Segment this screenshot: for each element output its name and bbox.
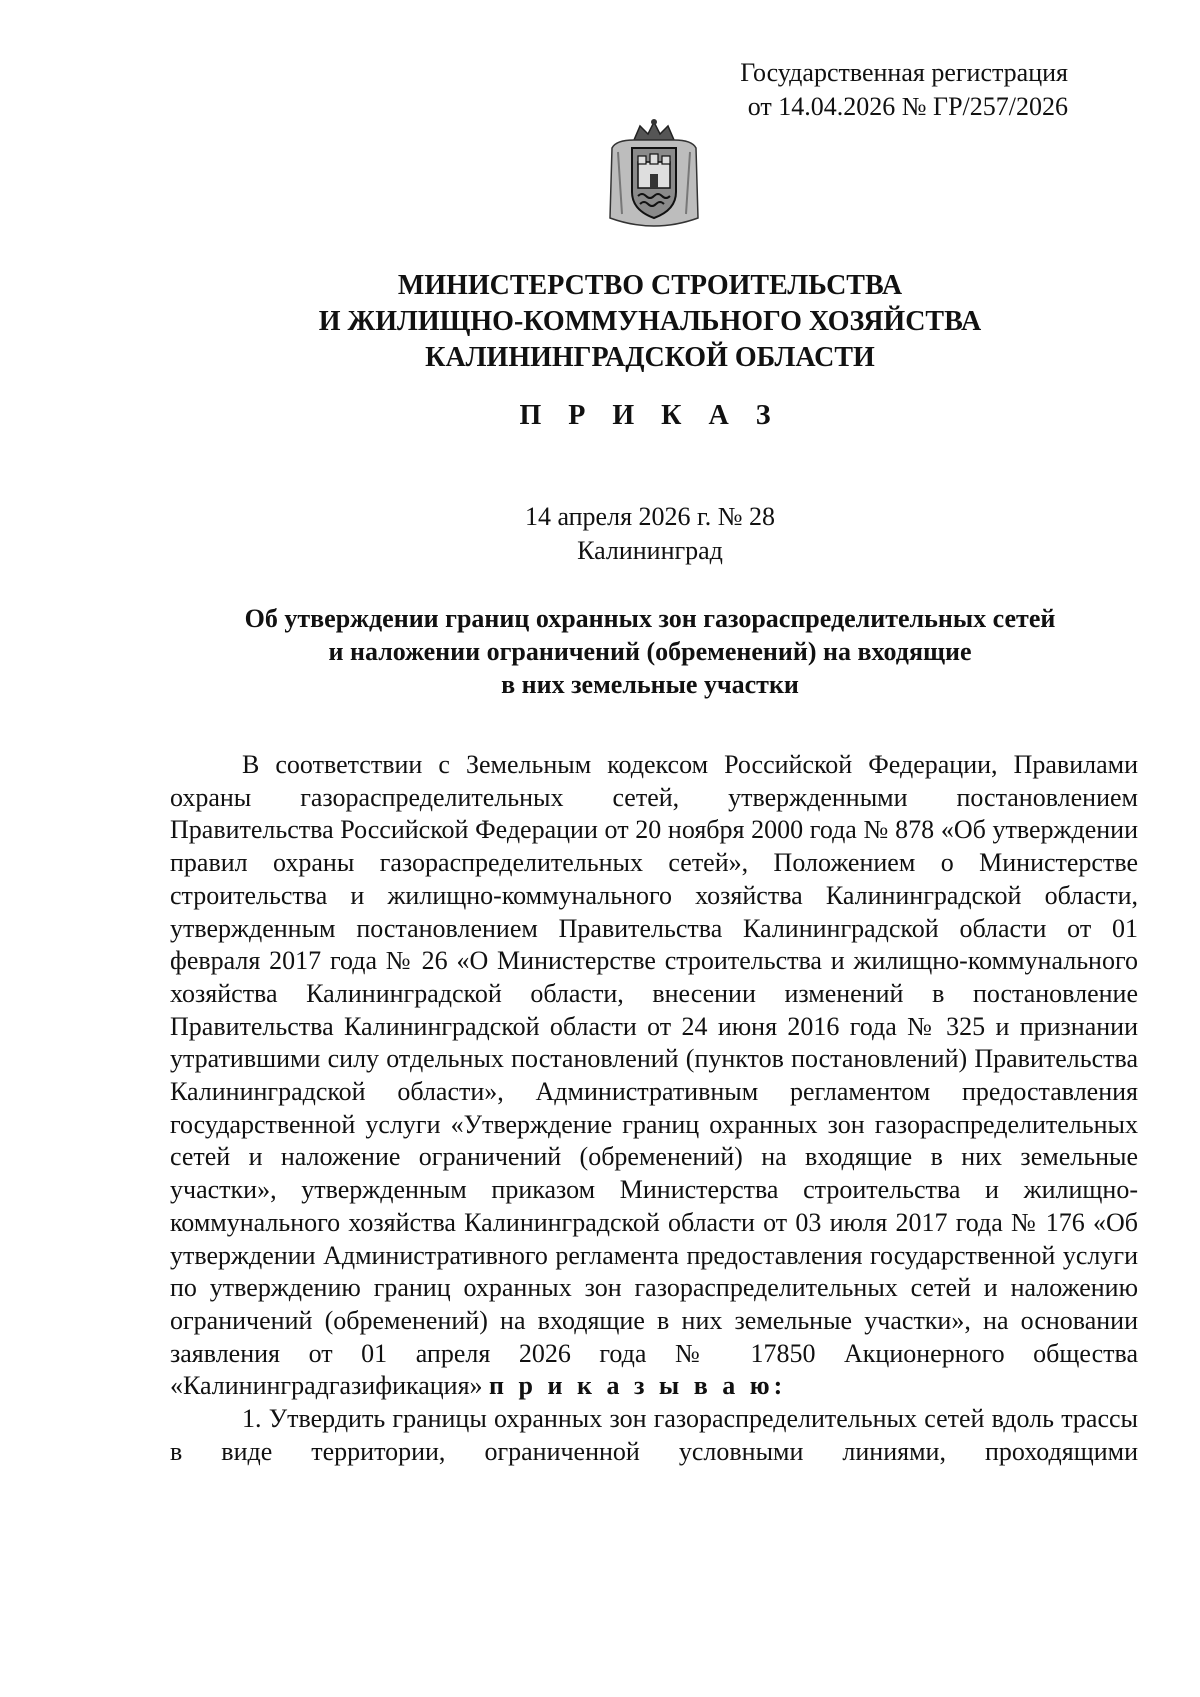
order-word: п р и к а з ы в а ю: — [489, 1371, 787, 1401]
ministry-line-1: МИНИСТЕРСТВО СТРОИТЕЛЬСТВА — [397, 270, 903, 301]
date-and-place — [200, 500, 1100, 568]
ministry-line-3: КАЛИНИНГРАДСКОЙ ОБЛАСТИ — [425, 342, 875, 373]
document-type: П Р И К А З — [519, 400, 781, 431]
registration-line-1: Государственная регистрация — [740, 58, 1068, 87]
order-subject — [180, 602, 1120, 701]
order-body — [170, 749, 1138, 1468]
order-date-number: 14 апреля 2026 г. № 28 — [524, 502, 776, 531]
preamble-paragraph — [170, 749, 1138, 1403]
registration-line-2: от 14.04.2026 № ГР/257/2026 — [747, 92, 1068, 121]
ministry-name — [200, 268, 1100, 376]
subject-line-2: и наложении ограничений (обременений) на входящие — [328, 637, 972, 666]
subject-line-3: в них земельные участки — [501, 670, 799, 699]
registration-stamp — [740, 56, 1068, 124]
ministry-line-2: И ЖИЛИЩНО-КОММУНАЛЬНОГО ХОЗЯЙСТВА — [318, 306, 982, 337]
order-item-1: 1. Утвердить границы охранных зон газораспределительных сетей вдоль трассы в виде территории, ограниченной условными линиями, проходящими — [170, 1404, 1138, 1466]
preamble-text: В соответствии с Земельным кодексом Российской Федерации, Правилами охраны газораспределительных сетей, утвержденными постановлением Правительства Российской Федерации от 20 ноября 2000 года № 878 «Об утверждении правил охраны газораспределительных сетей», Положением о Министерстве строительства и жилищно-коммунального хозяйства Калининградской области, утвержденным постановлением Правительства Калининградской области от 01 февраля 2017 года № 26 «О Министерстве строительства и жилищно-коммунального хозяйства Калининградской области, внесении изменений в постановление Правительства Калининградской области от 24 июня 2016 года № 325 и признании утратившими силу отдельных постановлений (пунктов постановлений) Правительства Калининградской области», Административным регламентом предоставления государственной услуги «Утверждение границ охранных зон газораспределительных сетей и наложение ограничений (обременений) на входящие в них земельные участки», утвержденным приказом Министерства строительства и жилищно-коммунального хозяйства Калининградской области от 03 июля 2017 года № 176 «Об утверждении Административного регламента предоставления государственной услуги по утверждению границ охранных зон газораспределительных сетей и наложению ограничений (обременений) на входящие в них земельные участки», на основании заявления от 01 апреля 2026 года № 17850 Акционерного общества «Калининградгазификация» — [170, 750, 1138, 1401]
coat-of-arms-icon — [606, 118, 702, 228]
subject-line-1: Об утверждении границ охранных зон газораспределительных сетей — [244, 604, 1056, 633]
order-city: Калининград — [577, 536, 723, 565]
